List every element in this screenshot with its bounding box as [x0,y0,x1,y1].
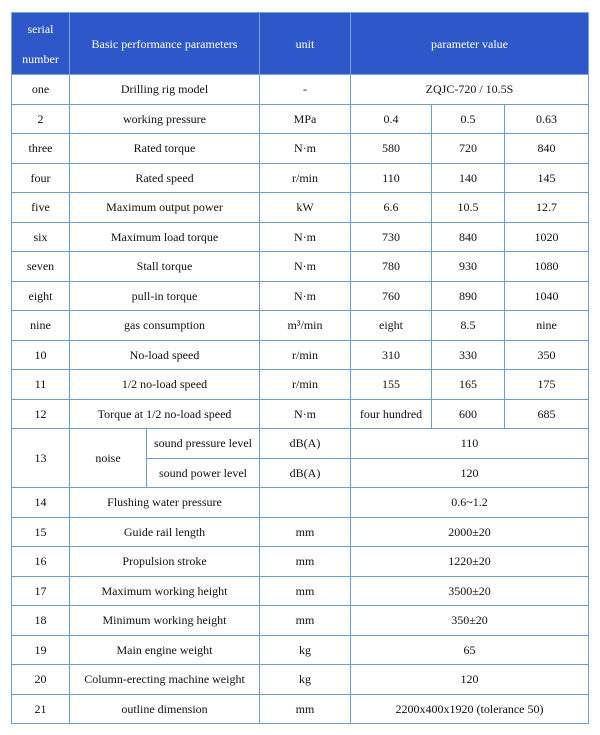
value-cell: 2000±20 [351,517,589,547]
value-cell: 580 [351,134,432,164]
table-row [12,134,589,164]
serial-cell: 21 [12,694,70,724]
header-row [12,13,589,75]
param-cell: Rated speed [70,163,260,193]
unit-cell: MPa [260,104,351,134]
value-cell: 840 [432,222,505,252]
value-cell: eight [351,311,432,341]
value-cell: 930 [432,252,505,282]
value-cell: 1080 [505,252,589,282]
table-row [12,370,589,400]
value-cell: 110 [351,163,432,193]
unit-cell [260,488,351,518]
param-cell: outline dimension [70,694,260,724]
value-cell: 6.6 [351,193,432,223]
header-serial: serial number [12,13,70,75]
table-row [12,694,589,724]
value-cell: 155 [351,370,432,400]
param-cell: Propulsion stroke [70,547,260,577]
param-cell: Flushing water pressure [70,488,260,518]
unit-cell: dB(A) [260,458,351,488]
param-cell: Drilling rig model [70,75,260,105]
unit-cell: r/min [260,370,351,400]
table-row [12,281,589,311]
table-row [12,517,589,547]
table-row [12,488,589,518]
serial-cell: nine [12,311,70,341]
param-cell: sound power level [147,458,260,488]
table-row [12,163,589,193]
param-cell: No-load speed [70,340,260,370]
value-cell: 145 [505,163,589,193]
value-cell: four hundred [351,399,432,429]
serial-cell: 17 [12,576,70,606]
value-cell: 8.5 [432,311,505,341]
value-cell: 685 [505,399,589,429]
unit-cell: dB(A) [260,429,351,459]
table-row [12,635,589,665]
unit-cell: mm [260,517,351,547]
unit-cell: mm [260,694,351,724]
table-row [12,399,589,429]
serial-cell: 13 [12,429,70,488]
serial-cell: seven [12,252,70,282]
spec-table-container [11,12,589,724]
serial-cell: 10 [12,340,70,370]
unit-cell: N·m [260,222,351,252]
value-cell: 1040 [505,281,589,311]
serial-cell: 18 [12,606,70,636]
serial-cell: 20 [12,665,70,695]
value-cell: 780 [351,252,432,282]
param-cell: gas consumption [70,311,260,341]
param-cell: Column-erecting machine weight [70,665,260,695]
table-row [12,75,589,105]
param-cell: Guide rail length [70,517,260,547]
value-cell: 350±20 [351,606,589,636]
param-cell: Main engine weight [70,635,260,665]
serial-cell: 16 [12,547,70,577]
serial-cell: five [12,193,70,223]
table-row [12,104,589,134]
serial-cell: one [12,75,70,105]
table-row [12,311,589,341]
table-row [12,429,589,459]
unit-cell: N·m [260,134,351,164]
group-cell: noise [70,429,147,488]
value-cell: 120 [351,458,589,488]
value-cell: 0.4 [351,104,432,134]
serial-cell: 11 [12,370,70,400]
unit-cell: N·m [260,281,351,311]
unit-cell: kW [260,193,351,223]
table-row [12,665,589,695]
param-cell: Maximum output power [70,193,260,223]
value-cell: 110 [351,429,589,459]
value-cell: 2200x400x1920 (tolerance 50) [351,694,589,724]
unit-cell: N·m [260,252,351,282]
unit-cell: kg [260,635,351,665]
value-cell: 1020 [505,222,589,252]
value-cell: 65 [351,635,589,665]
unit-cell: r/min [260,163,351,193]
param-cell: 1/2 no-load speed [70,370,260,400]
value-cell: 12.7 [505,193,589,223]
value-cell: 0.6~1.2 [351,488,589,518]
value-cell: 350 [505,340,589,370]
serial-cell: 15 [12,517,70,547]
unit-cell: kg [260,665,351,695]
value-cell: 120 [351,665,589,695]
param-cell: Minimum working height [70,606,260,636]
serial-cell: six [12,222,70,252]
unit-cell: mm [260,547,351,577]
serial-cell: three [12,134,70,164]
serial-cell: 19 [12,635,70,665]
unit-cell: mm [260,576,351,606]
table-row [12,193,589,223]
table-row [12,547,589,577]
param-cell: Torque at 1/2 no-load speed [70,399,260,429]
value-cell: 760 [351,281,432,311]
header-unit: unit [260,13,351,75]
param-cell: Rated torque [70,134,260,164]
value-cell: 175 [505,370,589,400]
value-cell: 1220±20 [351,547,589,577]
serial-cell: four [12,163,70,193]
value-cell: 310 [351,340,432,370]
unit-cell: m³/min [260,311,351,341]
param-cell: Stall torque [70,252,260,282]
unit-cell: mm [260,606,351,636]
value-cell: nine [505,311,589,341]
value-cell: 890 [432,281,505,311]
header-params: Basic performance parameters [70,13,260,75]
value-cell: 165 [432,370,505,400]
param-cell: sound pressure level [147,429,260,459]
param-cell: pull-in torque [70,281,260,311]
unit-cell: - [260,75,351,105]
value-cell: 10.5 [432,193,505,223]
spec-table [11,12,589,724]
value-cell: 840 [505,134,589,164]
value-cell: 330 [432,340,505,370]
table-row [12,606,589,636]
value-cell: 3500±20 [351,576,589,606]
serial-cell: 12 [12,399,70,429]
value-cell: 0.5 [432,104,505,134]
value-cell: ZQJC-720 / 10.5S [351,75,589,105]
header-value: parameter value [351,13,589,75]
param-cell: working pressure [70,104,260,134]
table-row [12,576,589,606]
param-cell: Maximum load torque [70,222,260,252]
param-cell: Maximum working height [70,576,260,606]
serial-cell: 2 [12,104,70,134]
value-cell: 720 [432,134,505,164]
value-cell: 140 [432,163,505,193]
unit-cell: r/min [260,340,351,370]
value-cell: 600 [432,399,505,429]
serial-cell: eight [12,281,70,311]
table-row [12,340,589,370]
value-cell: 730 [351,222,432,252]
unit-cell: N·m [260,399,351,429]
value-cell: 0.63 [505,104,589,134]
table-row [12,222,589,252]
serial-cell: 14 [12,488,70,518]
table-row [12,252,589,282]
